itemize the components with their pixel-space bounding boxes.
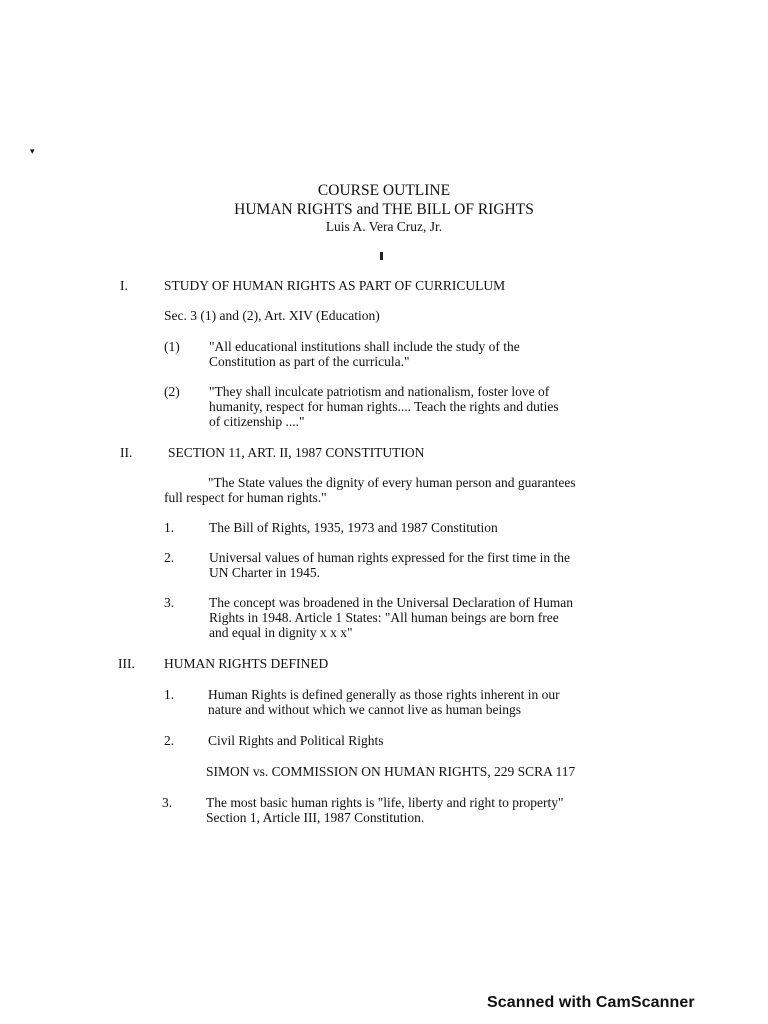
section-3-item-2-line-1: Civil Rights and Political Rights <box>208 733 384 748</box>
section-2-item-1-number: 1. <box>164 520 175 535</box>
scanner-watermark: Scanned with CamScanner <box>487 994 695 1011</box>
margin-mark: ▾ <box>30 146 35 156</box>
section-1-item-1-number: (1) <box>164 339 180 354</box>
section-2-item-3-line-3: and equal in dignity x x x" <box>209 625 353 640</box>
section-2-item-2-line-2: UN Charter in 1945. <box>209 565 320 580</box>
section-2-item-3-line-1: The concept was broadened in the Universal Declaration of Human <box>209 595 573 610</box>
section-1-item-1-line-2: Constitution as part of the curricula." <box>209 354 410 369</box>
section-2-item-3-number: 3. <box>164 595 175 610</box>
section-2-quote-line-2: full respect for human rights." <box>164 490 327 505</box>
section-1-item-1-line-1: "All educational institutions shall include the study of the <box>209 339 520 354</box>
separator-mark <box>380 252 383 260</box>
section-3-item-2-number: 2. <box>164 733 175 748</box>
document-author: Luis A. Vera Cruz, Jr. <box>325 219 443 234</box>
section-2-quote-line-1: "The State values the dignity of every human person and guarantees <box>208 475 576 490</box>
document-subtitle: HUMAN RIGHTS and THE BILL OF RIGHTS <box>234 201 534 218</box>
section-3-item-1-number: 1. <box>164 687 175 702</box>
document-title: COURSE OUTLINE <box>317 182 451 199</box>
section-3-item-3-number: 3. <box>162 795 173 810</box>
section-3-item-3-line-2: Section 1, Article III, 1987 Constitution. <box>206 810 425 825</box>
section-2-item-2-line-1: Universal values of human rights expressed for the first time in the <box>209 550 571 565</box>
section-3-number: III. <box>118 656 135 671</box>
section-1-item-2-line-2: humanity, respect for human rights.... Teach the rights and duties <box>209 399 559 414</box>
case-citation: SIMON vs. COMMISSION ON HUMAN RIGHTS, 229 SCRA 117 <box>206 764 576 779</box>
section-2-number: II. <box>120 445 133 460</box>
section-2-item-1-line-1: The Bill of Rights, 1935, 1973 and 1987 Constitution <box>209 520 498 535</box>
section-1-item-2-line-3: of citizenship ...." <box>209 414 305 429</box>
section-3-item-1-line-1: Human Rights is defined generally as those rights inherent in our <box>208 687 560 702</box>
section-3-item-1-line-2: nature and without which we cannot live as human beings <box>208 702 522 717</box>
section-1-item-2-line-1: "They shall inculcate patriotism and nationalism, foster love of <box>209 384 550 399</box>
section-1-number: I. <box>120 278 128 293</box>
section-3-heading: HUMAN RIGHTS DEFINED <box>164 656 329 671</box>
section-1-reference: Sec. 3 (1) and (2), Art. XIV (Education) <box>164 308 380 323</box>
section-1-heading: STUDY OF HUMAN RIGHTS AS PART OF CURRICULUM <box>164 278 506 293</box>
section-2-item-2-number: 2. <box>164 550 175 565</box>
section-2-item-3-line-2: Rights in 1948. Article 1 States: "All human beings are born free <box>209 610 559 625</box>
section-3-item-3-line-1: The most basic human rights is "life, liberty and right to property" <box>206 795 564 810</box>
section-2-heading: SECTION 11, ART. II, 1987 CONSTITUTION <box>168 445 425 460</box>
section-1-item-2-number: (2) <box>164 384 180 399</box>
